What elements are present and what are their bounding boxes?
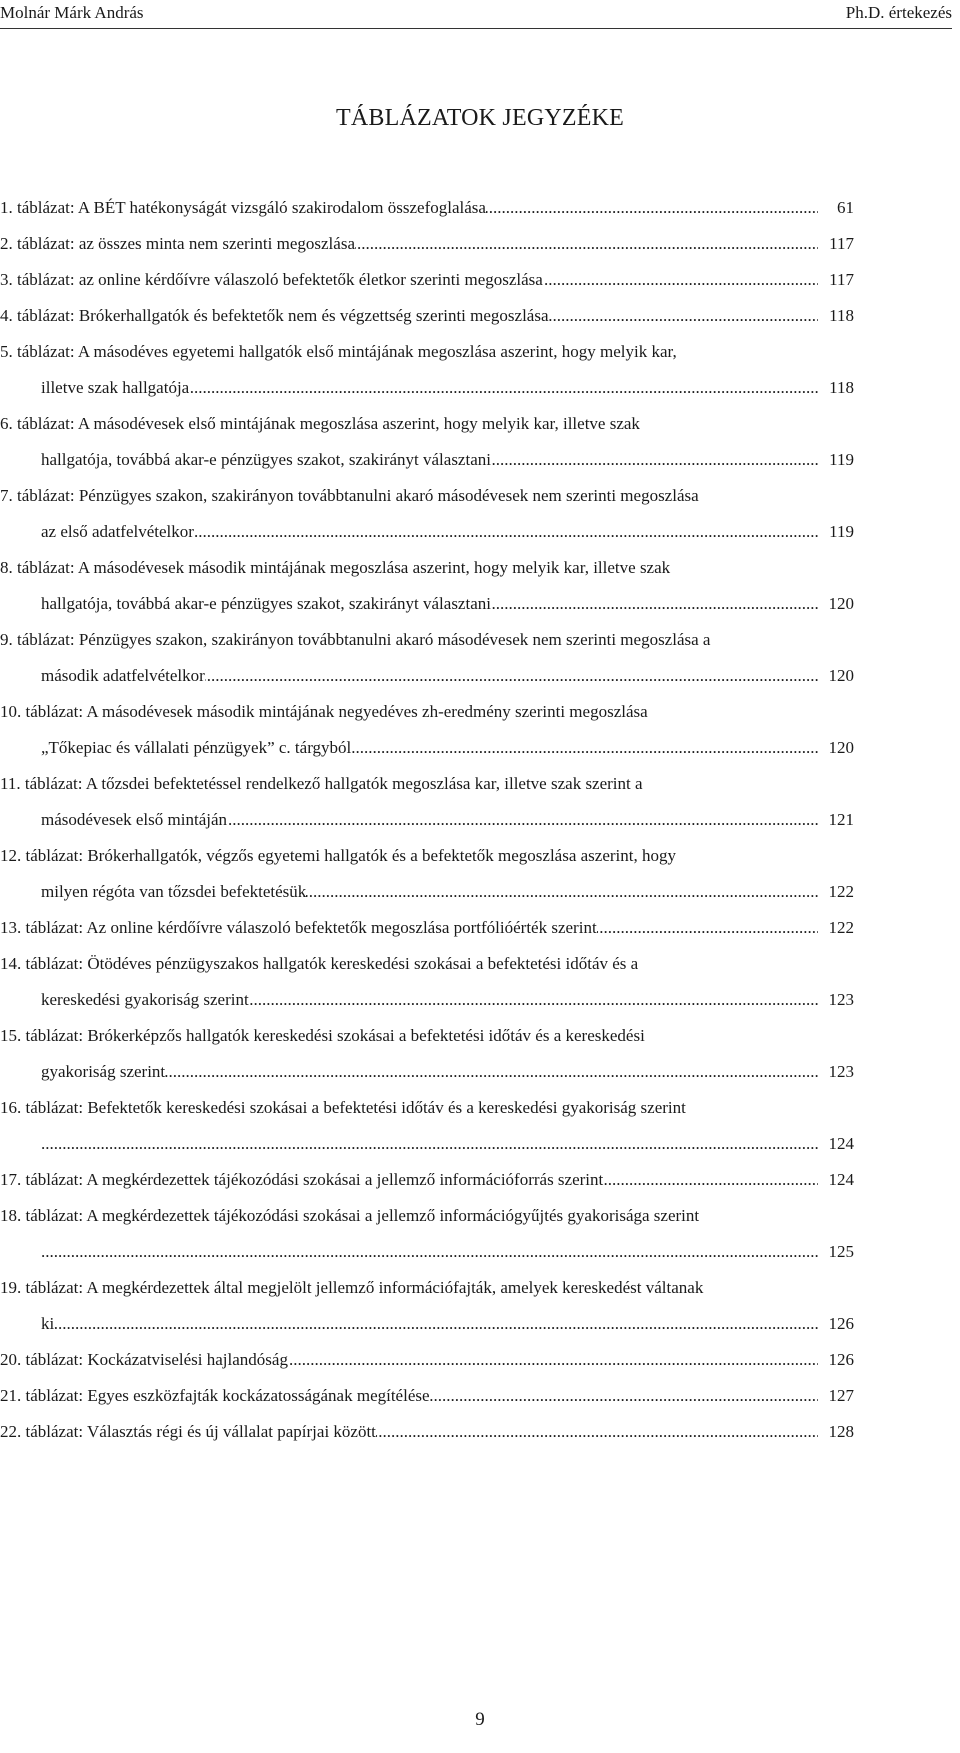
toc-entry-text: hallgatója, továbbá akar-e pénzügyes szakot, szakirányt választani: [41, 450, 491, 469]
toc-entry-line: [0, 628, 854, 652]
toc-entry-text: 13. táblázat: Az online kérdőívre válaszoló befektetők megoszlása portfólióérték szerint: [0, 918, 597, 937]
dot-leader: [41, 1132, 818, 1156]
toc-entry-line: [0, 1384, 854, 1408]
toc-entry-page: 122: [828, 880, 855, 904]
toc-entry-continuation: [41, 736, 854, 760]
toc-entry-page: 124: [828, 1132, 855, 1156]
toc-entry-continuation: [41, 592, 854, 616]
toc-entry-line: [0, 268, 854, 292]
toc-entry-text: második adatfelvételkor: [41, 666, 205, 685]
toc-entry-page: 119: [828, 520, 854, 544]
toc-entry-text: 10. táblázat: A másodévesek második mintájának negyedéves zh-eredmény szerinti megoszlása: [0, 702, 648, 721]
toc-entry-line: [0, 1276, 854, 1300]
toc-entry-text: 15. táblázat: Brókerképzős hallgatók kereskedési szokásai a befektetési időtáv és a kereskedési: [0, 1026, 645, 1045]
toc-entry: [0, 1096, 960, 1168]
toc-entry-continuation: [41, 1312, 854, 1336]
toc-entry-continuation: [41, 1132, 854, 1156]
toc-entry-text: 4. táblázat: Brókerhallgatók és befektetők nem és végzettség szerinti megoszlása: [0, 306, 549, 325]
toc-entry-line: [0, 1420, 854, 1444]
toc-entry-page: 122: [828, 916, 855, 940]
toc-entry-continuation: [41, 988, 854, 1012]
toc-entry-continuation: [41, 1060, 854, 1084]
toc-entry-text: 1. táblázat: A BÉT hatékonyságát vizsgáló szakirodalom összefoglalása: [0, 198, 486, 217]
toc-entry-continuation: [41, 520, 854, 544]
toc-entry: [0, 412, 960, 484]
toc-entry-text: 5. táblázat: A másodéves egyetemi hallgatók első mintájának megoszlása aszerint, hogy melyik kar,: [0, 342, 677, 361]
page-number: 9: [475, 1709, 485, 1730]
toc-entry-line: [0, 1024, 854, 1048]
toc-entry: [0, 340, 960, 412]
toc-entry: [0, 700, 960, 772]
toc-entry-line: [0, 340, 854, 364]
toc-entry-page: 126: [828, 1312, 855, 1336]
toc-entry: [0, 304, 960, 340]
toc-entry-line: [0, 412, 854, 436]
toc-entry-text: 17. táblázat: A megkérdezettek tájékozódási szokásai a jellemző információforrás szerint: [0, 1170, 604, 1189]
toc-entry-text: 16. táblázat: Befektetők kereskedési szokásai a befektetési időtáv és a kereskedési gyakoriság szerint: [0, 1098, 686, 1117]
dot-leader: [41, 1312, 818, 1336]
toc-entry-page: 120: [828, 664, 855, 688]
toc-entry: [0, 772, 960, 844]
toc-entry-text: másodévesek első mintáján: [41, 810, 228, 829]
toc-entry-line: [0, 196, 854, 220]
toc-entry-line: [0, 1204, 854, 1228]
header-doc-type: Ph.D. értekezés: [845, 3, 952, 22]
dot-leader: [41, 1240, 818, 1264]
toc-entry-text: 14. táblázat: Ötödéves pénzügyszakos hallgatók kereskedési szokásai a befektetési időtáv és a: [0, 954, 639, 973]
toc-entry-text: 20. táblázat: Kockázatviselési hajlandóság: [0, 1350, 288, 1369]
toc-entry-text: 9. táblázat: Pénzügyes szakon, szakirányon továbbtanulni akaró másodévesek nem szerinti megoszlása a: [0, 630, 711, 649]
toc-entry-continuation: [41, 808, 854, 832]
toc-entry-line: [0, 952, 854, 976]
toc-entry-page: 118: [828, 304, 854, 328]
toc-entry-page: 120: [828, 736, 855, 760]
toc-entry: [0, 1204, 960, 1276]
toc-entry-text: 11. táblázat: A tőzsdei befektetéssel rendelkező hallgatók megoszlása kar, illetve szak szerint a: [0, 774, 643, 793]
toc-entry-continuation: [41, 880, 854, 904]
toc-entry-text: 2. táblázat: az összes minta nem szerinti megoszlása: [0, 234, 355, 253]
toc-entry-page: 128: [828, 1420, 855, 1444]
toc-entry-text: az első adatfelvételkor: [41, 522, 194, 541]
toc-entry-page: 121: [828, 808, 855, 832]
toc-entry: [0, 1168, 960, 1204]
toc-entry-text: 12. táblázat: Brókerhallgatók, végzős egyetemi hallgatók és a befektetők megoszlása aszerint, hogy: [0, 846, 676, 865]
header-author: Molnár Márk András: [0, 3, 144, 22]
toc-entry-text: 22. táblázat: Választás régi és új vállalat papírjai között: [0, 1422, 376, 1441]
toc-entry-line: [0, 772, 854, 796]
toc-entry-continuation: [41, 448, 854, 472]
toc-entry-page: 117: [828, 232, 854, 256]
toc-entry: [0, 196, 960, 232]
toc-entry-line: [0, 700, 854, 724]
toc-entry-page: 119: [828, 448, 854, 472]
table-of-tables: [0, 196, 960, 1456]
toc-entry-text: ki: [41, 1314, 55, 1333]
toc-entry-page: 124: [828, 1168, 855, 1192]
toc-entry-text: gyakoriság szerint: [41, 1062, 166, 1081]
page-title: TÁBLÁZATOK JEGYZÉKE: [336, 105, 624, 131]
toc-entry-page: 117: [828, 268, 854, 292]
toc-entry-line: [0, 556, 854, 580]
toc-entry-page: 118: [828, 376, 854, 400]
toc-entry: [0, 844, 960, 916]
toc-entry-text: 7. táblázat: Pénzügyes szakon, szakirányon továbbtanulni akaró másodévesek nem szerinti megoszlása: [0, 486, 699, 505]
toc-entry-text: 18. táblázat: A megkérdezettek tájékozódási szokásai a jellemző információgyűjtés gyakorisága szerint: [0, 1206, 700, 1225]
running-header: [0, 2, 952, 29]
toc-entry: [0, 628, 960, 700]
toc-entry: [0, 1024, 960, 1096]
toc-entry: [0, 916, 960, 952]
toc-entry-page: 125: [828, 1240, 855, 1264]
toc-entry-text: kereskedési gyakoriság szerint: [41, 990, 249, 1009]
toc-entry-text: milyen régóta van tőzsdei befektetésük: [41, 882, 307, 901]
toc-entry-line: [0, 844, 854, 868]
toc-entry-text: „Tőkepiac és vállalati pénzügyek” c. tárgyból: [41, 738, 352, 757]
toc-entry: [0, 556, 960, 628]
toc-entry-text: 19. táblázat: A megkérdezettek által megjelölt jellemző információfajták, amelyek kereskedést váltanak: [0, 1278, 704, 1297]
toc-entry-text: 6. táblázat: A másodévesek első mintájának megoszlása aszerint, hogy melyik kar, illetve szak: [0, 414, 640, 433]
toc-entry-continuation: [41, 664, 854, 688]
toc-entry-page: 123: [828, 988, 855, 1012]
toc-entry: [0, 1384, 960, 1420]
toc-entry-continuation: [41, 1240, 854, 1264]
toc-entry: [0, 1276, 960, 1348]
toc-entry-text: 3. táblázat: az online kérdőívre válaszoló befektetők életkor szerinti megoszlása: [0, 270, 543, 289]
toc-entry-page: 123: [828, 1060, 855, 1084]
toc-entry-continuation: [41, 376, 854, 400]
toc-entry-page: 127: [828, 1384, 855, 1408]
toc-entry: [0, 268, 960, 304]
toc-entry: [0, 1348, 960, 1384]
toc-entry-page: 61: [836, 196, 854, 220]
toc-entry-text: 21. táblázat: Egyes eszközfajták kockázatosságának megítélése: [0, 1386, 430, 1405]
toc-entry-line: [0, 484, 854, 508]
toc-entry: [0, 484, 960, 556]
toc-entry: [0, 952, 960, 1024]
toc-entry-line: [0, 1168, 854, 1192]
toc-entry-text: illetve szak hallgatója: [41, 378, 190, 397]
toc-entry-line: [0, 304, 854, 328]
toc-entry-line: [0, 1096, 854, 1120]
toc-entry: [0, 232, 960, 268]
toc-entry: [0, 1420, 960, 1456]
toc-entry-text: 8. táblázat: A másodévesek második mintájának megoszlása aszerint, hogy melyik kar, illetve szak: [0, 558, 671, 577]
toc-entry-line: [0, 916, 854, 940]
toc-entry-line: [0, 1348, 854, 1372]
toc-entry-text: hallgatója, továbbá akar-e pénzügyes szakot, szakirányt választani: [41, 594, 491, 613]
toc-entry-page: 126: [828, 1348, 855, 1372]
toc-entry-line: [0, 232, 854, 256]
toc-entry-page: 120: [828, 592, 855, 616]
